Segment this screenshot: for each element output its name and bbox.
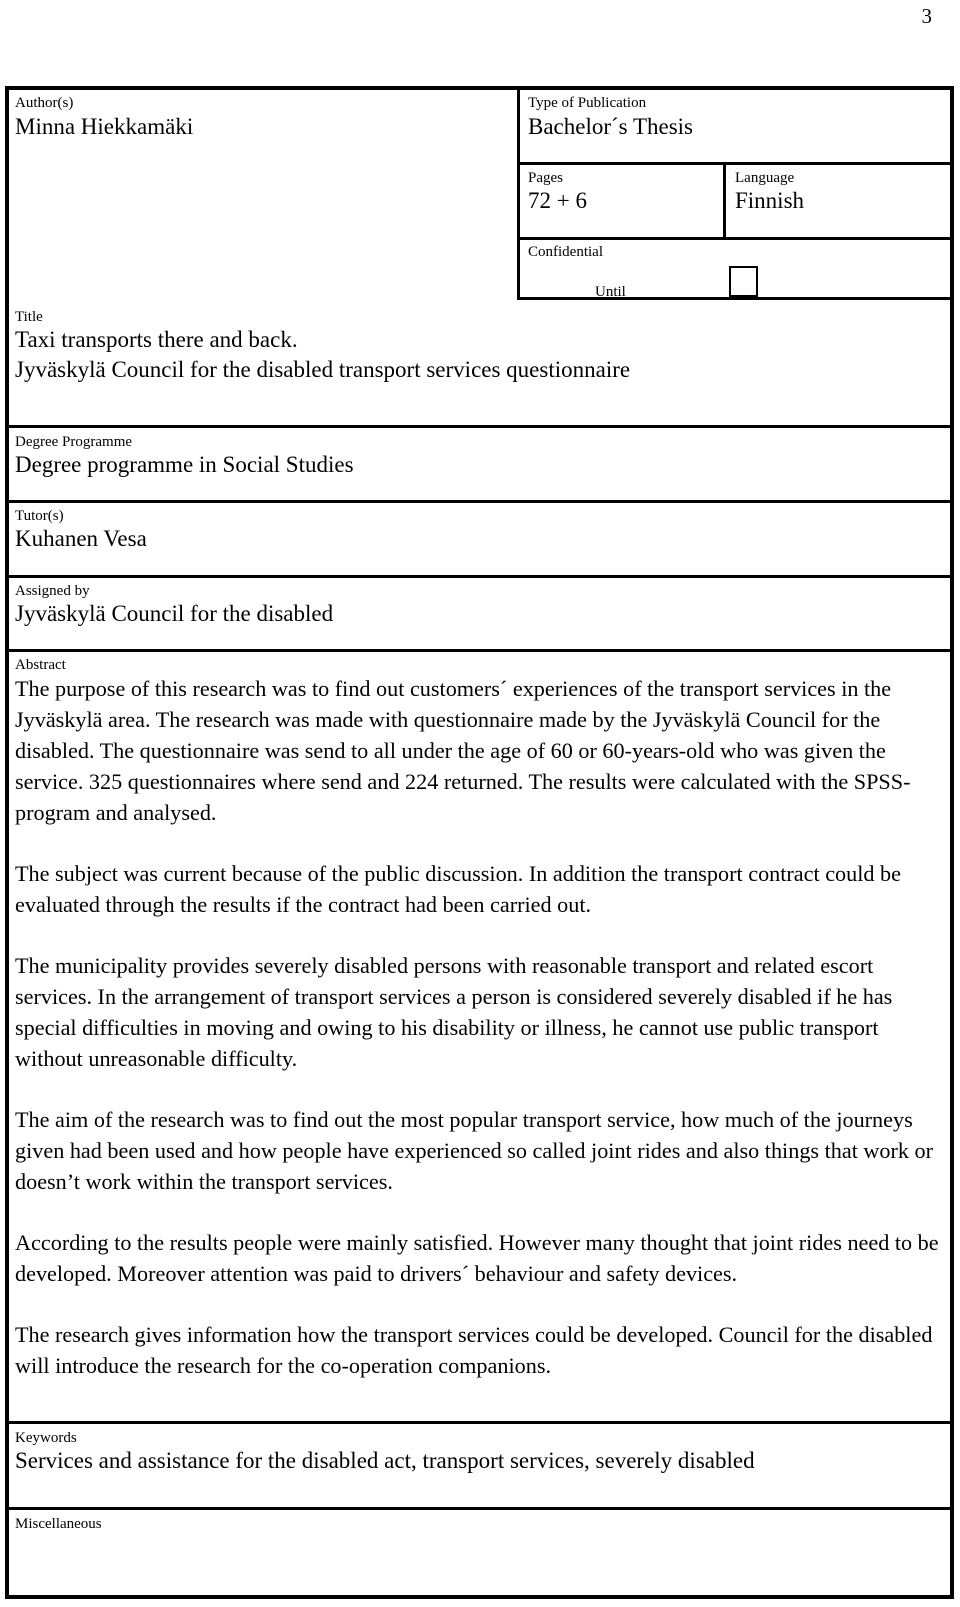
keywords-misc-divider [9, 1507, 954, 1510]
title-label: Title [15, 309, 43, 325]
abstract-paragraph-3: The municipality provides severely disabled persons with reasonable transport and related escort services. In the arrangement of transport services a person is considered severely disabled if he has special difficulties in moving and owing to his disability or illness, he cannot use public transport without unreasonable difficulty. [15, 953, 893, 1071]
pages-label: Pages [528, 170, 563, 186]
until-label: Until [595, 284, 626, 300]
abstract-keywords-divider [9, 1421, 954, 1424]
title-degree-divider [9, 425, 954, 428]
publication-type-value: Bachelor´s Thesis [528, 114, 694, 139]
language-label: Language [735, 170, 795, 186]
miscellaneous-label: Miscellaneous [15, 1516, 102, 1532]
page-number: 3 [921, 4, 932, 28]
tutor-label: Tutor(s) [15, 508, 64, 524]
thesis-description-form [5, 86, 954, 1599]
degree-programme-label: Degree Programme [15, 434, 133, 450]
abstract-label: Abstract [15, 657, 66, 673]
abstract-paragraph-1: The purpose of this research was to find out customers´ experiences of the transport services in the Jyväskylä area. The research was made with questionnaire made by the Jyväskylä Council for the disabled. The questionnaire was send to all under the age of 60 or 60-years-old who was given the service. 325 questionnaires where send and 224 returned. The results were calculated with the SPSS-program and analysed. [15, 676, 911, 825]
abstract-paragraph-5: According to the results people were mainly satisfied. However many thought that joint rides need to be developed. Moreover attention was paid to drivers´ behaviour and safety devices. [15, 1230, 939, 1286]
degree-programme-value: Degree programme in Social Studies [15, 452, 354, 477]
confidential-checkbox[interactable] [729, 266, 758, 297]
tutor-value: Kuhanen Vesa [15, 526, 147, 551]
abstract-paragraph-2: The subject was current because of the public discussion. In addition the transport contract could be evaluated through the results if the contract had been carried out. [15, 861, 901, 917]
assigned-by-value: Jyväskylä Council for the disabled [15, 601, 334, 626]
title-line-2: Jyväskylä Council for the disabled transport services questionnaire [15, 357, 631, 382]
author-label: Author(s) [15, 95, 74, 111]
header-vertical-divider [517, 90, 520, 300]
tutor-assigned-divider [9, 575, 954, 578]
confidential-label: Confidential [528, 244, 603, 260]
pages-language-divider [723, 162, 726, 240]
abstract-body [15, 673, 945, 1411]
degree-tutor-divider [9, 500, 954, 503]
author-value: Minna Hiekkamäki [15, 114, 194, 139]
publication-type-label: Type of Publication [528, 95, 647, 111]
assigned-by-label: Assigned by [15, 583, 90, 599]
language-value: Finnish [735, 188, 805, 213]
assigned-abstract-divider [9, 649, 954, 652]
keywords-label: Keywords [15, 1430, 77, 1446]
until-date-line [640, 298, 736, 299]
abstract-paragraph-6: The research gives information how the transport services could be developed. Council for the disabled will introduce the research for the co-operation companions. [15, 1322, 933, 1378]
pages-confidential-divider [517, 237, 954, 240]
keywords-value: Services and assistance for the disabled act, transport services, severely disabled [15, 1448, 755, 1473]
title-line-1: Taxi transports there and back. [15, 327, 298, 352]
pages-value: 72 + 6 [528, 188, 587, 213]
abstract-paragraph-4: The aim of the research was to find out the most popular transport service, how much of the journeys given had been used and how people have experienced so called joint rides and also things that work or doesn’t work within the transport services. [15, 1107, 934, 1194]
type-pages-divider [517, 162, 954, 165]
